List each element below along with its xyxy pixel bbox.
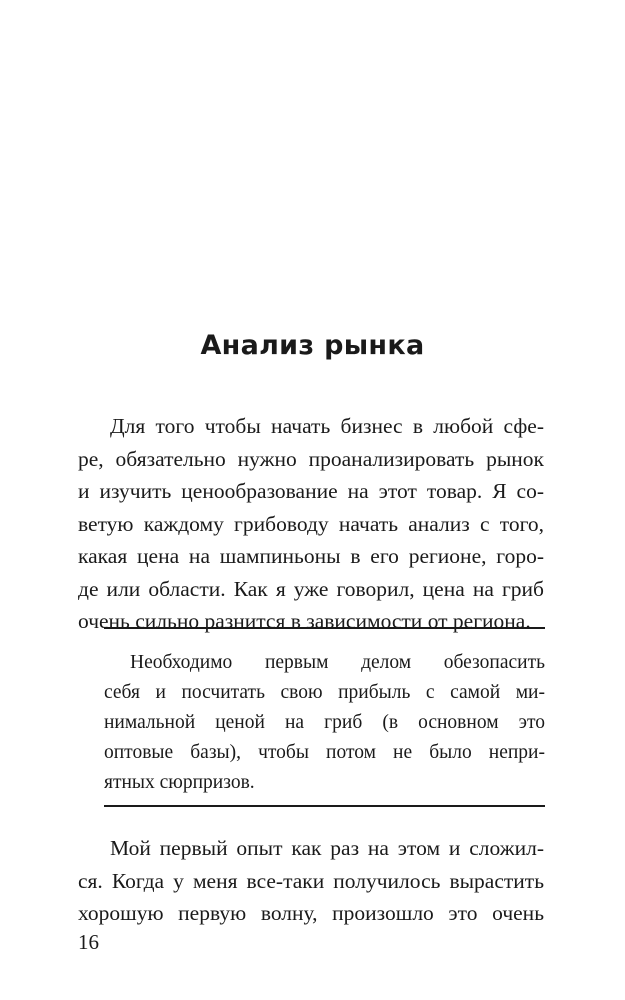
callout-line: Необходимо первым делом обезопасить [130, 652, 545, 673]
paragraph-line: и изучить ценообразование на этот товар. Я со- [78, 479, 544, 503]
paragraph-line: хорошую первую волну, произошло это очень [78, 901, 544, 925]
chapter-title: Анализ рынка [200, 330, 425, 361]
paragraph-line: ветую каждому грибоводу начать анализ с того, [78, 511, 544, 536]
callout-line: себя и посчитать свою прибыль с самой ми- [104, 682, 545, 703]
page-number: 16 [78, 930, 99, 954]
paragraph-line: Для того чтобы начать бизнес в любой сфе- [110, 414, 544, 438]
paragraph-first-experience [78, 832, 544, 930]
paragraph-line: де или области. Как я уже говорил, цена на гриб [78, 576, 544, 601]
paragraph-line: Мой первый опыт как раз на этом и сложил- [110, 836, 544, 860]
callout-bottom-rule [104, 805, 545, 807]
callout-line: нимальной ценой на гриб (в основном это [104, 712, 545, 733]
paragraph-line: очень сильно разнится в зависимости от региона. [78, 609, 531, 633]
callout-line: ятных сюрпризов. [104, 772, 255, 793]
paragraph-line: какая цена на шампиньоны в его регионе, горо- [78, 544, 544, 568]
paragraph-line: ся. Когда у меня все-таки получилось вырастить [78, 868, 544, 893]
callout-line: оптовые базы), чтобы потом не было непри- [104, 742, 545, 763]
callout-top-rule [104, 627, 545, 629]
paragraph-line: ре, обязательно нужно проанализировать рынок [78, 446, 544, 471]
callout-note [104, 648, 545, 798]
paragraph-market-analysis [78, 410, 544, 638]
